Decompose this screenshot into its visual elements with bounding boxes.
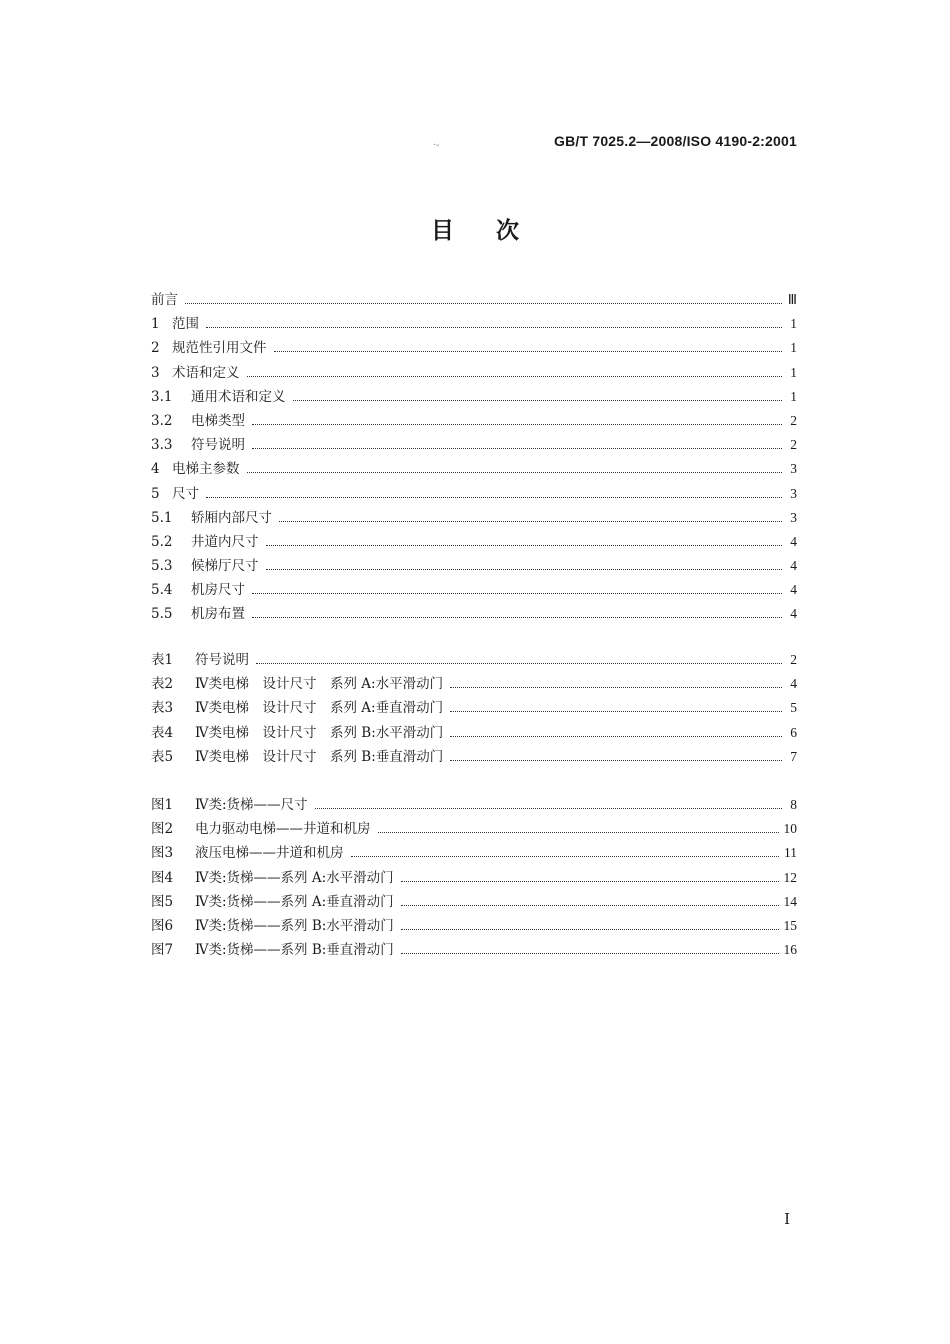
toc-entry[interactable] <box>151 530 797 554</box>
toc-entry-label: 候梯厅尺寸 <box>191 558 259 575</box>
toc-entry-number: 3 <box>151 364 160 381</box>
toc-entry-page: 12 <box>783 869 797 885</box>
toc-entry-number: 5.2 <box>151 533 173 550</box>
toc-entry-page: 2 <box>790 652 797 667</box>
toc-entry-number: 3.1 <box>151 388 173 405</box>
toc-entry-label: 机房尺寸 <box>191 582 245 599</box>
toc-dot-leader <box>185 303 782 304</box>
toc-entry-page: 4 <box>790 606 797 622</box>
standard-code: GB/T 7025.2—2008/ISO 4190-2:2001 <box>554 133 797 149</box>
toc-entry-page: 4 <box>790 582 797 598</box>
toc-entry-number: 图6 <box>151 917 174 934</box>
toc-dot-leader <box>274 351 783 352</box>
toc-entry-number: 表4 <box>151 724 174 741</box>
toc-entry-number: 3.2 <box>151 412 173 429</box>
toc-entry-page: 1 <box>790 316 797 332</box>
toc-entry-page: 5 <box>790 700 797 716</box>
toc-dot-leader <box>401 905 779 906</box>
toc-dot-leader <box>401 929 779 930</box>
toc-entry-label: Ⅳ类:货梯——系列 A:水平滑动门 <box>195 869 394 886</box>
toc-entry-label: Ⅳ类:货梯——系列 B:水平滑动门 <box>195 917 394 934</box>
toc-entry[interactable] <box>151 602 797 626</box>
toc-dot-leader <box>401 881 779 882</box>
toc-dot-leader <box>279 521 782 522</box>
toc-entry-label: 符号说明 <box>195 652 249 668</box>
toc-entry[interactable] <box>151 361 797 385</box>
toc-entry-label: Ⅳ类电梯 设计尺寸 系列 A:水平滑动门 <box>195 676 444 693</box>
toc-entry[interactable] <box>151 433 797 457</box>
toc-entry-label: Ⅳ类电梯 设计尺寸 系列 B:垂直滑动门 <box>195 748 444 765</box>
toc-dot-leader <box>450 711 782 712</box>
toc-entry[interactable] <box>151 385 797 409</box>
toc-entry-page: 8 <box>790 797 797 812</box>
toc-entry-label: 机房布置 <box>191 606 245 623</box>
toc-entry-label: 符号说明 <box>191 437 245 454</box>
toc-entry[interactable] <box>151 336 797 360</box>
toc-entry-page: 2 <box>790 437 797 453</box>
toc-entry-number: 2 <box>151 340 160 357</box>
toc-entry-label: 规范性引用文件 <box>172 340 267 357</box>
toc-entry-page: 14 <box>783 893 797 909</box>
toc-entry-number: 表2 <box>151 676 174 693</box>
toc-entry-number: 4 <box>151 461 160 478</box>
toc-dot-leader <box>252 448 782 449</box>
toc-tables-section <box>151 648 797 769</box>
toc-entry-label: 电力驱动电梯——井道和机房 <box>195 821 371 838</box>
toc-entry-label: 电梯主参数 <box>172 461 240 478</box>
toc-entry-page: Ⅲ <box>787 292 797 307</box>
toc-entry[interactable] <box>151 506 797 530</box>
toc-entry-page: 1 <box>790 364 797 380</box>
toc-entry[interactable] <box>151 457 797 481</box>
toc-dot-leader <box>252 424 782 425</box>
toc-entry-page: 3 <box>790 461 797 477</box>
toc-entry[interactable] <box>151 672 797 696</box>
toc-entry-page: 16 <box>783 942 797 958</box>
toc-entry-page: 1 <box>790 340 797 356</box>
toc-entry-page: 4 <box>790 533 797 549</box>
toc-entry-page: 4 <box>790 676 797 692</box>
toc-entry-number: 表1 <box>151 652 174 668</box>
toc-entry[interactable] <box>151 914 797 938</box>
toc-entry-page: 1 <box>790 388 797 404</box>
toc-entry-page: 11 <box>784 845 797 861</box>
toc-entry[interactable] <box>151 793 797 817</box>
toc-entry[interactable] <box>151 890 797 914</box>
toc-entry-number: 图5 <box>151 893 174 910</box>
toc-entry-number: 5 <box>151 485 160 502</box>
toc-entry-number: 图4 <box>151 869 174 886</box>
toc-dot-leader <box>378 832 779 833</box>
toc-entry-page: 3 <box>790 509 797 525</box>
toc-dot-leader <box>450 687 782 688</box>
toc-entry-number: 图1 <box>151 797 174 813</box>
toc-entry[interactable] <box>151 578 797 602</box>
toc-entry-label: 通用术语和定义 <box>191 388 286 405</box>
toc-entry-number: 1 <box>151 316 160 333</box>
toc-entry-page: 2 <box>790 412 797 428</box>
toc-entry-label: Ⅳ类:货梯——系列 A:垂直滑动门 <box>195 893 394 910</box>
toc-entry-number: 表5 <box>151 748 174 765</box>
toc-entry[interactable] <box>151 409 797 433</box>
toc-entry-page: 15 <box>783 917 797 933</box>
toc-entry-number: 5.1 <box>151 509 173 526</box>
toc-entry[interactable] <box>151 648 797 672</box>
toc-entry-number: 表3 <box>151 700 174 717</box>
toc-entry-label: 范围 <box>172 316 199 333</box>
toc-entry-label: 尺寸 <box>172 485 199 502</box>
toc-entry-label: 术语和定义 <box>172 364 240 381</box>
toc-entry-label: 液压电梯——井道和机房 <box>195 845 344 862</box>
toc-entry[interactable] <box>151 841 797 865</box>
toc-entry-label: Ⅳ类电梯 设计尺寸 系列 A:垂直滑动门 <box>195 700 444 717</box>
toc-main-section <box>151 288 797 627</box>
toc-dot-leader <box>401 953 779 954</box>
toc-dot-leader <box>252 593 782 594</box>
toc-entry[interactable] <box>151 745 797 769</box>
toc-figures-section <box>151 793 797 962</box>
toc-entry[interactable] <box>151 938 797 962</box>
toc-entry-label: Ⅳ类电梯 设计尺寸 系列 B:水平滑动门 <box>195 724 444 741</box>
scan-speck: ·- <box>433 140 440 151</box>
toc-dot-leader <box>247 472 783 473</box>
toc-entry-label: 电梯类型 <box>191 412 245 429</box>
toc-entry-page: 4 <box>790 558 797 574</box>
toc-dot-leader <box>206 327 782 328</box>
toc-entry-page: 10 <box>783 821 797 837</box>
toc-dot-leader <box>450 736 782 737</box>
toc-entry-label: 井道内尺寸 <box>191 533 259 550</box>
toc-entry-number: 3.3 <box>151 437 173 454</box>
toc-entry[interactable] <box>151 696 797 720</box>
toc-entry-label: Ⅳ类:货梯——尺寸 <box>195 797 308 813</box>
toc-entry[interactable] <box>151 482 797 506</box>
toc-entry-label: 轿厢内部尺寸 <box>191 509 272 526</box>
footer-page-number: I <box>784 1210 790 1228</box>
toc-entry-page: 6 <box>790 724 797 740</box>
toc-entry[interactable] <box>151 866 797 890</box>
toc-dot-leader <box>293 400 783 401</box>
toc-entry-number: 图2 <box>151 821 174 838</box>
toc-entry-number: 图3 <box>151 845 174 862</box>
page-title: 目次 <box>431 217 561 244</box>
toc-entry-page: 3 <box>790 485 797 501</box>
toc-dot-leader <box>266 545 783 546</box>
toc-dot-leader <box>256 663 782 664</box>
toc-dot-leader <box>252 617 782 618</box>
toc-dot-leader <box>266 569 783 570</box>
toc-dot-leader <box>315 808 782 809</box>
toc-entry-number: 5.5 <box>151 606 173 623</box>
toc-entry-number: 5.3 <box>151 558 173 575</box>
toc-entry-label: Ⅳ类:货梯——系列 B:垂直滑动门 <box>195 942 394 959</box>
toc-entry[interactable] <box>151 817 797 841</box>
toc-dot-leader <box>206 497 782 498</box>
toc-entry-number: 图7 <box>151 942 174 959</box>
toc-entry-number: 5.4 <box>151 582 173 599</box>
toc-dot-leader <box>351 856 780 857</box>
toc-dot-leader <box>247 376 783 377</box>
toc-entry[interactable] <box>151 554 797 578</box>
toc-entry[interactable] <box>151 288 797 312</box>
toc-entry-page: 7 <box>790 748 797 764</box>
toc-entry[interactable] <box>151 312 797 336</box>
toc-dot-leader <box>450 760 782 761</box>
toc-entry[interactable] <box>151 721 797 745</box>
toc-entry-label: 前言 <box>151 292 178 308</box>
